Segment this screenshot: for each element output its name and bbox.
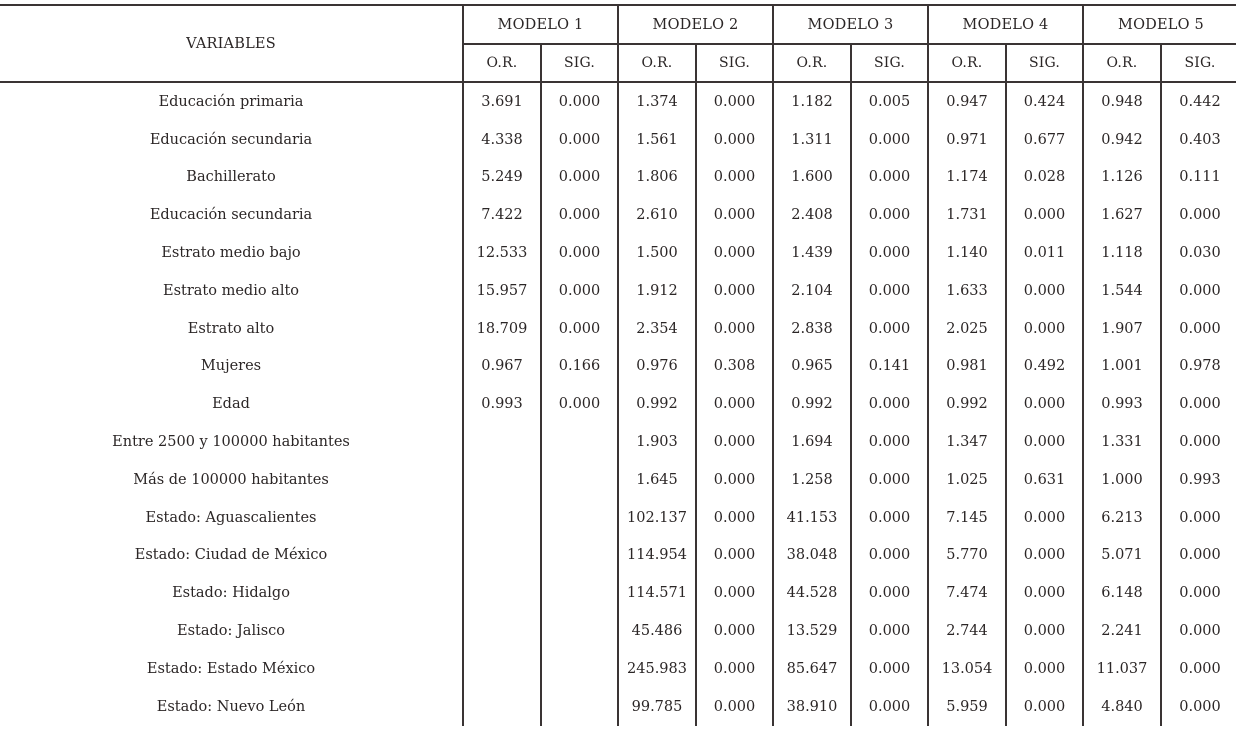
table-row (0, 499, 1236, 537)
sig-value-model-5: 0.030 (1161, 234, 1236, 272)
sig-value-model-2: 0.000 (696, 461, 773, 499)
variable-label: Entre 2500 y 100000 habitantes (112, 434, 350, 451)
or-value-model-5: 1.126 (1083, 159, 1161, 197)
sig-value-model-1 (541, 423, 618, 461)
or-value-model-2: 0.992 (618, 385, 696, 423)
table-row (0, 310, 1236, 348)
variable-label: Educación secundaria (149, 131, 313, 148)
or-value-model-1: 12.533 (463, 234, 541, 272)
or-value-model-3: 1.600 (773, 159, 851, 197)
sig-value-model-5: 0.442 (1161, 82, 1236, 121)
sig-value-model-4: 0.000 (1006, 537, 1083, 575)
sig-value-model-3: 0.000 (851, 537, 928, 575)
or-value-model-3: 85.647 (773, 650, 851, 688)
table-row (0, 272, 1236, 310)
or-value-model-5: 0.993 (1083, 385, 1161, 423)
table-row (0, 385, 1236, 423)
variable-label: Educación secundaria (149, 207, 313, 224)
sig-value-model-1 (541, 574, 618, 612)
or-value-model-3: 2.838 (773, 310, 851, 348)
or-value-model-5: 0.948 (1083, 82, 1161, 121)
sig-value-model-4: 0.000 (1006, 272, 1083, 310)
or-value-model-2: 102.137 (618, 499, 696, 537)
or-value-model-1 (463, 612, 541, 650)
or-value-model-4: 5.959 (928, 688, 1006, 726)
sig-value-model-2: 0.000 (696, 688, 773, 726)
or-value-model-1 (463, 574, 541, 612)
or-header: O.R. (773, 44, 851, 82)
sig-value-model-1 (541, 688, 618, 726)
or-value-model-2: 0.976 (618, 348, 696, 386)
table-row (0, 688, 1236, 726)
sig-value-model-4: 0.028 (1006, 159, 1083, 197)
or-value-model-2: 1.561 (618, 121, 696, 159)
or-value-model-3: 44.528 (773, 574, 851, 612)
or-value-model-1 (463, 461, 541, 499)
or-value-model-5: 1.118 (1083, 234, 1161, 272)
sig-value-model-3: 0.000 (851, 612, 928, 650)
sig-value-model-3: 0.000 (851, 688, 928, 726)
or-value-model-3: 1.182 (773, 82, 851, 121)
or-value-model-1 (463, 650, 541, 688)
sig-value-model-4: 0.424 (1006, 82, 1083, 121)
or-value-model-5: 1.544 (1083, 272, 1161, 310)
or-value-model-3: 41.153 (773, 499, 851, 537)
or-value-model-4: 13.054 (928, 650, 1006, 688)
or-header: O.R. (1083, 44, 1161, 82)
sig-value-model-2: 0.000 (696, 82, 773, 121)
sig-value-model-4: 0.492 (1006, 348, 1083, 386)
sig-value-model-5: 0.000 (1161, 499, 1236, 537)
variable-label: Estado: Hidalgo (172, 585, 290, 602)
variable-label: Educación primaria (158, 93, 304, 110)
sig-value-model-4: 0.000 (1006, 688, 1083, 726)
or-header: O.R. (928, 44, 1006, 82)
sig-value-model-5: 0.000 (1161, 650, 1236, 688)
or-value-model-3: 1.694 (773, 423, 851, 461)
sig-header: SIG. (696, 44, 773, 82)
table-row (0, 612, 1236, 650)
or-value-model-2: 2.610 (618, 196, 696, 234)
or-value-model-5: 1.000 (1083, 461, 1161, 499)
sig-value-model-5: 0.000 (1161, 272, 1236, 310)
sig-value-model-3: 0.000 (851, 650, 928, 688)
or-value-model-5: 1.001 (1083, 348, 1161, 386)
sig-value-model-1 (541, 537, 618, 575)
or-value-model-1: 18.709 (463, 310, 541, 348)
or-value-model-5: 4.840 (1083, 688, 1161, 726)
sig-value-model-3: 0.005 (851, 82, 928, 121)
or-value-model-4: 1.140 (928, 234, 1006, 272)
variable-label: Estrato alto (187, 320, 275, 337)
or-value-model-2: 1.912 (618, 272, 696, 310)
table-row (0, 650, 1236, 688)
or-value-model-4: 1.731 (928, 196, 1006, 234)
model-header-row (0, 5, 1236, 44)
table-row (0, 82, 1236, 121)
or-value-model-4: 2.744 (928, 612, 1006, 650)
sig-value-model-5: 0.000 (1161, 423, 1236, 461)
sig-value-model-3: 0.000 (851, 385, 928, 423)
or-header: O.R. (618, 44, 696, 82)
table-row (0, 461, 1236, 499)
or-value-model-5: 1.331 (1083, 423, 1161, 461)
sig-value-model-2: 0.000 (696, 574, 773, 612)
or-header: O.R. (463, 44, 541, 82)
sig-value-model-3: 0.000 (851, 423, 928, 461)
sig-value-model-5: 0.978 (1161, 348, 1236, 386)
sig-value-model-4: 0.000 (1006, 423, 1083, 461)
sig-header: SIG. (541, 44, 618, 82)
sig-value-model-4: 0.000 (1006, 499, 1083, 537)
or-value-model-3: 1.311 (773, 121, 851, 159)
table-body (0, 82, 1236, 726)
sig-value-model-3: 0.000 (851, 461, 928, 499)
or-value-model-4: 5.770 (928, 537, 1006, 575)
or-value-model-3: 1.439 (773, 234, 851, 272)
sig-value-model-3: 0.000 (851, 234, 928, 272)
or-value-model-4: 0.971 (928, 121, 1006, 159)
sig-value-model-2: 0.000 (696, 159, 773, 197)
or-value-model-5: 6.213 (1083, 499, 1161, 537)
sig-value-model-5: 0.000 (1161, 612, 1236, 650)
or-value-model-3: 13.529 (773, 612, 851, 650)
or-value-model-5: 6.148 (1083, 574, 1161, 612)
or-value-model-1: 7.422 (463, 196, 541, 234)
sig-value-model-1: 0.000 (541, 234, 618, 272)
sig-value-model-1 (541, 499, 618, 537)
or-value-model-2: 114.571 (618, 574, 696, 612)
sig-header: SIG. (1161, 44, 1236, 82)
sig-value-model-4: 0.000 (1006, 612, 1083, 650)
sig-value-model-5: 0.000 (1161, 310, 1236, 348)
table-row (0, 537, 1236, 575)
sig-value-model-1 (541, 612, 618, 650)
or-value-model-4: 1.633 (928, 272, 1006, 310)
sig-value-model-2: 0.000 (696, 499, 773, 537)
sig-value-model-3: 0.000 (851, 159, 928, 197)
sig-value-model-4: 0.000 (1006, 310, 1083, 348)
or-value-model-4: 0.947 (928, 82, 1006, 121)
variable-label: Estado: Ciudad de México (134, 547, 328, 564)
or-value-model-4: 2.025 (928, 310, 1006, 348)
sig-value-model-5: 0.993 (1161, 461, 1236, 499)
or-value-model-5: 5.071 (1083, 537, 1161, 575)
sig-value-model-1: 0.166 (541, 348, 618, 386)
or-value-model-3: 0.992 (773, 385, 851, 423)
variable-label: Mujeres (200, 358, 262, 375)
or-value-model-1 (463, 423, 541, 461)
or-value-model-1: 0.993 (463, 385, 541, 423)
or-value-model-1 (463, 537, 541, 575)
sig-value-model-1 (541, 650, 618, 688)
sig-value-model-3: 0.000 (851, 121, 928, 159)
or-value-model-3: 38.910 (773, 688, 851, 726)
or-value-model-1 (463, 688, 541, 726)
sig-value-model-3: 0.000 (851, 574, 928, 612)
or-value-model-4: 1.347 (928, 423, 1006, 461)
variable-label: Más de 100000 habitantes (133, 471, 329, 488)
sig-value-model-5: 0.000 (1161, 385, 1236, 423)
table-row (0, 574, 1236, 612)
sig-value-model-1: 0.000 (541, 272, 618, 310)
table-row (0, 121, 1236, 159)
sig-value-model-1: 0.000 (541, 385, 618, 423)
sig-value-model-2: 0.308 (696, 348, 773, 386)
sig-value-model-2: 0.000 (696, 272, 773, 310)
or-value-model-5: 11.037 (1083, 650, 1161, 688)
sig-header: SIG. (1006, 44, 1083, 82)
sig-value-model-2: 0.000 (696, 234, 773, 272)
sig-value-model-5: 0.000 (1161, 574, 1236, 612)
table-row (0, 234, 1236, 272)
or-value-model-2: 1.374 (618, 82, 696, 121)
or-value-model-5: 1.907 (1083, 310, 1161, 348)
or-value-model-1 (463, 499, 541, 537)
sig-value-model-1: 0.000 (541, 310, 618, 348)
sig-value-model-3: 0.141 (851, 348, 928, 386)
or-value-model-1: 4.338 (463, 121, 541, 159)
sig-value-model-1: 0.000 (541, 121, 618, 159)
sig-value-model-2: 0.000 (696, 612, 773, 650)
table-row (0, 423, 1236, 461)
or-value-model-4: 0.981 (928, 348, 1006, 386)
sig-value-model-5: 0.000 (1161, 537, 1236, 575)
or-value-model-3: 1.258 (773, 461, 851, 499)
sig-value-model-4: 0.677 (1006, 121, 1083, 159)
or-value-model-3: 2.104 (773, 272, 851, 310)
variables-header: VARIABLES (0, 5, 463, 82)
sig-value-model-4: 0.631 (1006, 461, 1083, 499)
sig-value-model-4: 0.000 (1006, 574, 1083, 612)
sig-value-model-3: 0.000 (851, 196, 928, 234)
sig-value-model-3: 0.000 (851, 499, 928, 537)
sig-value-model-3: 0.000 (851, 272, 928, 310)
table-header (0, 5, 1236, 82)
variable-label: Estado: Nuevo León (156, 698, 306, 715)
model-5-header: MODELO 5 (1083, 5, 1236, 44)
table-row (0, 196, 1236, 234)
or-value-model-1: 15.957 (463, 272, 541, 310)
sig-value-model-2: 0.000 (696, 537, 773, 575)
model-1-header: MODELO 1 (463, 5, 618, 44)
sig-value-model-4: 0.000 (1006, 196, 1083, 234)
or-value-model-2: 245.983 (618, 650, 696, 688)
variable-label: Estado: Jalisco (176, 623, 286, 640)
sig-value-model-4: 0.000 (1006, 385, 1083, 423)
sig-value-model-1 (541, 461, 618, 499)
or-value-model-2: 45.486 (618, 612, 696, 650)
or-value-model-4: 1.025 (928, 461, 1006, 499)
or-value-model-2: 99.785 (618, 688, 696, 726)
variable-label: Estado: Estado México (146, 660, 316, 677)
sig-value-model-2: 0.000 (696, 196, 773, 234)
model-4-header: MODELO 4 (928, 5, 1083, 44)
sig-header: SIG. (851, 44, 928, 82)
variable-label: Edad (212, 396, 250, 413)
or-value-model-2: 1.645 (618, 461, 696, 499)
or-value-model-3: 2.408 (773, 196, 851, 234)
or-value-model-5: 0.942 (1083, 121, 1161, 159)
or-value-model-3: 0.965 (773, 348, 851, 386)
variable-label: Bachillerato (186, 169, 276, 186)
sig-value-model-5: 0.000 (1161, 688, 1236, 726)
sig-value-model-1: 0.000 (541, 82, 618, 121)
or-value-model-1: 0.967 (463, 348, 541, 386)
or-value-model-3: 38.048 (773, 537, 851, 575)
sig-value-model-5: 0.111 (1161, 159, 1236, 197)
model-2-header: MODELO 2 (618, 5, 773, 44)
or-value-model-2: 2.354 (618, 310, 696, 348)
or-value-model-2: 1.903 (618, 423, 696, 461)
sig-value-model-2: 0.000 (696, 423, 773, 461)
or-value-model-4: 0.992 (928, 385, 1006, 423)
table-row (0, 159, 1236, 197)
or-value-model-4: 7.474 (928, 574, 1006, 612)
or-value-model-2: 1.806 (618, 159, 696, 197)
sig-value-model-4: 0.011 (1006, 234, 1083, 272)
sig-value-model-3: 0.000 (851, 310, 928, 348)
variable-label: Estrato medio bajo (161, 245, 301, 262)
or-value-model-4: 7.145 (928, 499, 1006, 537)
or-value-model-1: 5.249 (463, 159, 541, 197)
or-value-model-2: 1.500 (618, 234, 696, 272)
or-value-model-5: 1.627 (1083, 196, 1161, 234)
variable-label: Estado: Aguascalientes (145, 509, 317, 526)
or-value-model-5: 2.241 (1083, 612, 1161, 650)
sig-value-model-2: 0.000 (696, 650, 773, 688)
regression-results-table (0, 4, 1236, 726)
sig-value-model-1: 0.000 (541, 196, 618, 234)
sig-value-model-4: 0.000 (1006, 650, 1083, 688)
table-row (0, 348, 1236, 386)
sig-value-model-1: 0.000 (541, 159, 618, 197)
or-value-model-2: 114.954 (618, 537, 696, 575)
sig-value-model-2: 0.000 (696, 385, 773, 423)
or-value-model-1: 3.691 (463, 82, 541, 121)
model-3-header: MODELO 3 (773, 5, 928, 44)
sig-value-model-5: 0.000 (1161, 196, 1236, 234)
variable-label: Estrato medio alto (162, 282, 300, 299)
sig-value-model-2: 0.000 (696, 121, 773, 159)
or-value-model-4: 1.174 (928, 159, 1006, 197)
sig-value-model-2: 0.000 (696, 310, 773, 348)
sig-value-model-5: 0.403 (1161, 121, 1236, 159)
